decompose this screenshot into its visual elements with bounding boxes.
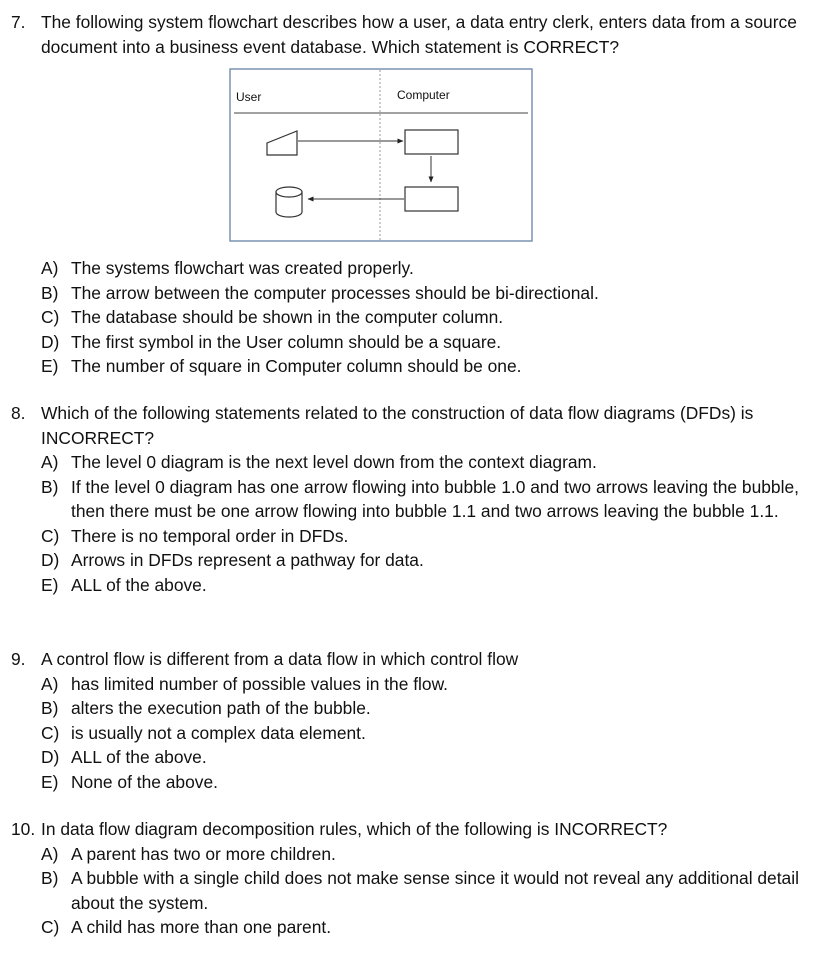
option-text: A parent has two or more children. [71,843,336,864]
option-e [41,354,811,379]
option-letter: B) [41,476,59,497]
question-number: 9. [11,649,26,669]
question-text: The following system flowchart describes how a user, a data entry clerk, enters data from a source document into a business event database. Which statement is CORRECT? [41,12,797,57]
option-text: The first symbol in the User column should be a square. [71,331,502,352]
column-header-computer: Computer [397,88,450,102]
question-text: In data flow diagram decomposition rules, which of the following is INCORRECT? [41,819,668,839]
option-text: ALL of the above. [71,574,207,595]
option-letter: C) [41,525,60,546]
option-letter: E) [41,574,59,595]
question-number: 7. [11,12,26,32]
option-letter: C) [41,917,60,937]
option-c [41,721,811,746]
option-text: The number of square in Computer column should be one. [71,356,522,376]
option-letter: E) [41,771,59,792]
option-letter: D) [41,331,60,352]
manual-input-symbol [267,131,297,155]
option-text: Arrows in DFDs represent a pathway for data. [71,550,424,570]
computer-process-2 [405,187,458,211]
question-10 [11,817,811,940]
option-d [41,745,811,770]
question-text: Which of the following statements related to the construction of data flow diagrams (DFDs) is INCORRECT? [41,403,754,448]
option-a [41,842,811,867]
option-letter: A) [41,258,59,278]
question-7-options [11,256,811,379]
option-b [41,866,811,915]
question-number: 10. [11,819,36,839]
option-letter: A) [41,452,59,472]
option-c [41,305,811,330]
option-letter: A) [41,673,59,694]
question-7 [11,10,811,59]
option-letter: B) [41,868,59,888]
question-text: A control flow is different from a data flow in which control flow [41,649,519,669]
option-letter: D) [41,550,60,570]
option-text: alters the execution path of the bubble. [71,698,371,718]
option-text: The level 0 diagram is the next level down from the context diagram. [71,452,597,472]
option-text: ALL of the above. [71,747,207,767]
option-e [41,573,811,598]
option-text: The database should be shown in the computer column. [71,307,504,327]
option-text: None of the above. [71,771,218,792]
option-letter: B) [41,698,59,718]
option-letter: D) [41,747,60,767]
option-letter: B) [41,282,59,303]
option-c [41,915,811,940]
option-c [41,524,811,549]
option-a [41,672,811,697]
option-text: has limited number of possible values in the flow. [71,673,448,694]
option-text: There is no temporal order in DFDs. [71,525,349,546]
option-b [41,696,811,721]
question-number: 8. [11,403,26,423]
question-8 [11,401,811,597]
option-text: A bubble with a single child does not make sense since it would not reveal any additional detail about the system. [71,868,799,913]
option-letter: E) [41,356,59,376]
option-d [41,548,811,573]
option-b [41,281,811,306]
option-text: The systems flowchart was created properly. [71,258,414,278]
option-text: If the level 0 diagram has one arrow flowing into bubble 1.0 and two arrows leaving the bubble, then there must be one arrow flowing into bubble 1.1 and two arrows leaving the bubble 1.1. [71,476,799,521]
option-b [41,475,811,524]
option-text: The arrow between the computer processes should be bi-directional. [71,282,599,303]
option-letter: C) [41,722,60,743]
question-9 [11,647,811,794]
option-letter: A) [41,843,59,864]
computer-process-1 [405,130,458,154]
option-a [41,256,811,281]
option-d [41,330,811,355]
option-letter: C) [41,307,60,327]
option-a [41,450,811,475]
option-text: is usually not a complex data element. [71,722,366,743]
option-text: A child has more than one parent. [71,917,332,937]
column-header-user: User [236,90,262,104]
option-e [41,770,811,795]
system-flowchart [229,68,533,242]
database-symbol-top [276,187,302,197]
